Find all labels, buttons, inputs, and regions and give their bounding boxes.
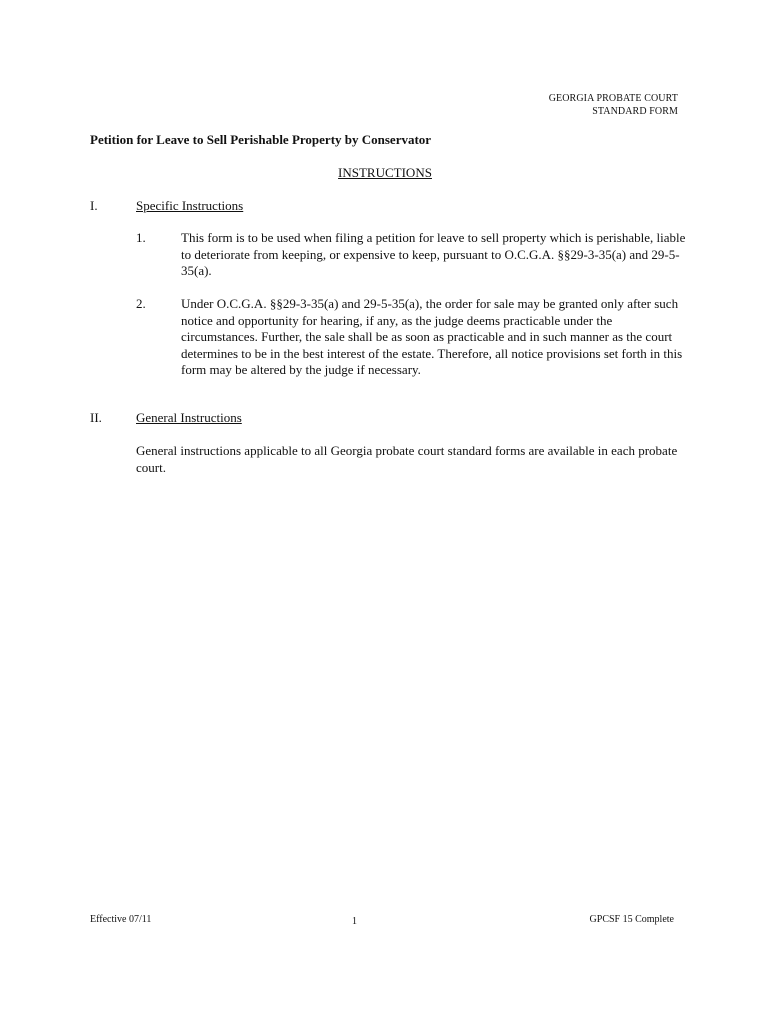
- item-2-number: 2.: [136, 296, 146, 311]
- item-1-text: This form is to be used when filing a petition for leave to sell property which is perishable, liable to deteriorate from keeping, or expensive to keep, pursuant to O.C.G.A. §§29-3-35(a) and 29-5-35(a).: [181, 230, 686, 278]
- court-header-line2: STANDARD FORM: [592, 106, 678, 117]
- instructions-title: INSTRUCTIONS: [338, 165, 432, 180]
- footer-page-number: 1: [352, 916, 357, 927]
- section-1-heading: Specific Instructions: [136, 198, 244, 213]
- item-2-text: Under O.C.G.A. §§29-3-35(a) and 29-5-35(a), the order for sale may be granted only after such notice and opportunity for hearing, if any, as the judge deems practicable under the circumstances. Further, the sale shall be as soon as practicable and in such manner as the court determines to be in the best interest of the estate. Therefore, all notice provisions set forth in this form may be altered by the judge if necessary.: [181, 296, 683, 377]
- item-1-number: 1.: [136, 230, 146, 245]
- section-2-heading: General Instructions: [136, 410, 242, 425]
- court-header-line1: GEORGIA PROBATE COURT: [548, 93, 678, 104]
- general-instructions-text: General instructions applicable to all Georgia probate court standard forms are available in each probate court.: [136, 443, 678, 475]
- court-header: [549, 92, 678, 118]
- form-title: Petition for Leave to Sell Perishable Property by Conservator: [90, 132, 432, 147]
- footer-form-code: GPCSF 15 Complete: [589, 914, 674, 925]
- footer-effective-date: Effective 07/11: [90, 914, 152, 925]
- section-2-numeral: II.: [90, 410, 102, 425]
- section-1-numeral: I.: [90, 198, 98, 213]
